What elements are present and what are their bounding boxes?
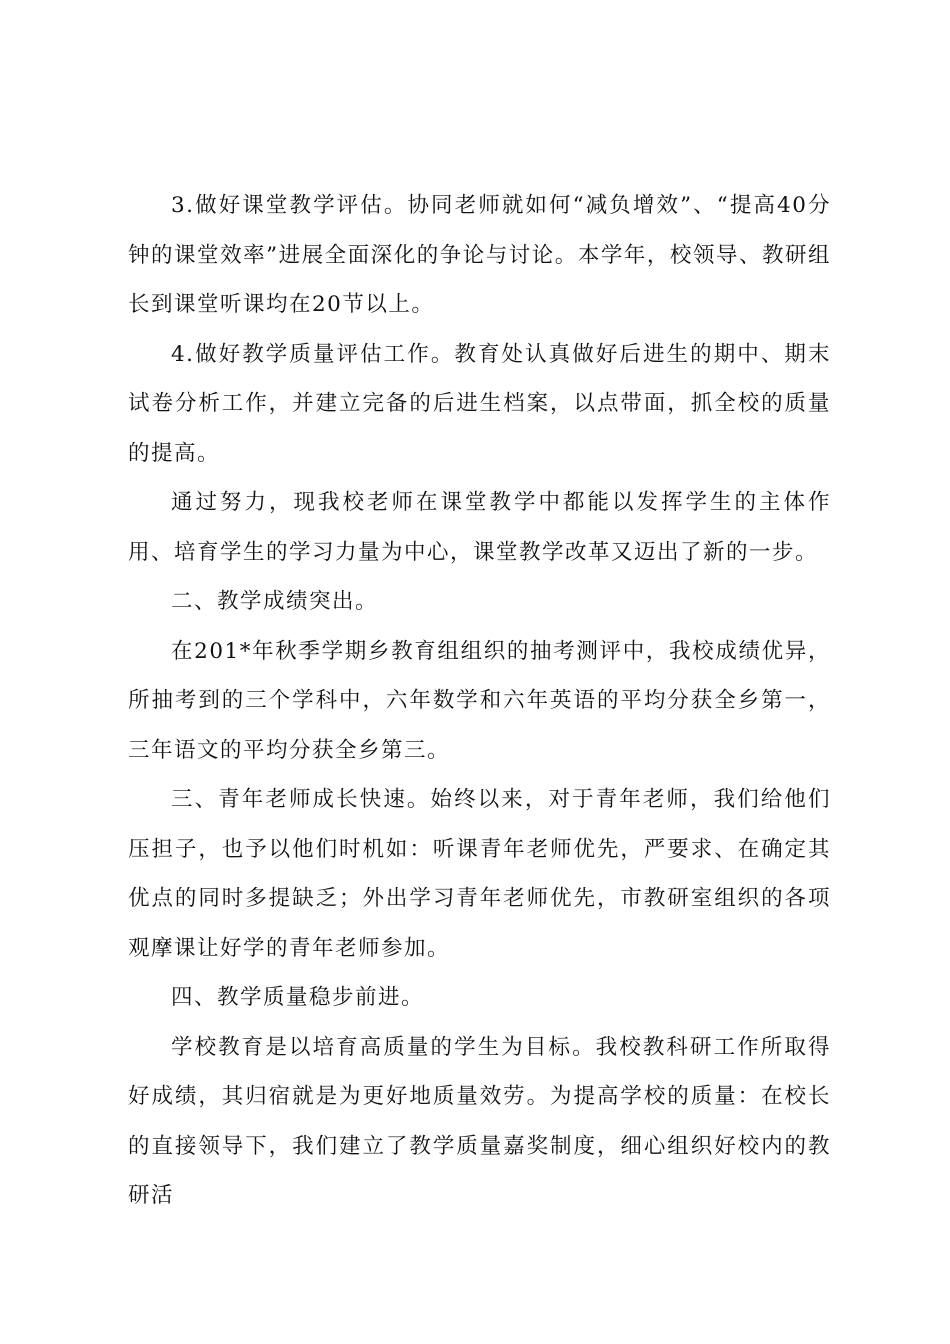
paragraph-quality-assessment: 4.做好教学质量评估工作。教育处认真做好后进生的期中、期末试卷分析工作，并建立完备的后进生档案，以点带面，抓全校的质量的提高。 [128, 341, 831, 466]
section-heading-results: 二、教学成绩突出。 [171, 589, 379, 614]
paragraph-young-teachers: 三、青年老师成长快速。始终以来，对于青年老师，我们给他们压担子，也予以他们时机如：听课青年老师优先，严要求、在确定其优点的同时多提缺乏；外出学习青年老师优先，市教研室组织的各项观摩课让好学的青年老师参加。 [128, 787, 831, 961]
paragraph-school-education: 学校教育是以培育高质量的学生为目标。我校教科研工作所取得好成绩，其归宿就是为更好地质量效劳。为提高学校的质量：在校长的直接领导下，我们建立了教学质量嘉奖制度，细心组织好校内的教研活 [128, 1034, 831, 1208]
document-body [128, 181, 831, 1221]
paragraph-classroom-assessment: 3.做好课堂教学评估。协同老师就如何“减负增效”、“提高40分钟的课堂效率”进展全面深化的争论与讨论。本学年，校领导、教研组长到课堂听课均在20节以上。 [128, 193, 831, 317]
paragraph-summary: 通过努力，现我校老师在课堂教学中都能以发挥学生的主体作用、培育学生的学习力量为中心，课堂教学改革又迈出了新的一步。 [128, 490, 831, 565]
section-heading-quality: 四、教学质量稳步前进。 [171, 985, 425, 1010]
paragraph-results: 在201*年秋季学期乡教育组组织的抽考测评中，我校成绩优异，所抽考到的三个学科中，六年数学和六年英语的平均分获全乡第一，三年语文的平均分获全乡第三。 [128, 638, 831, 763]
